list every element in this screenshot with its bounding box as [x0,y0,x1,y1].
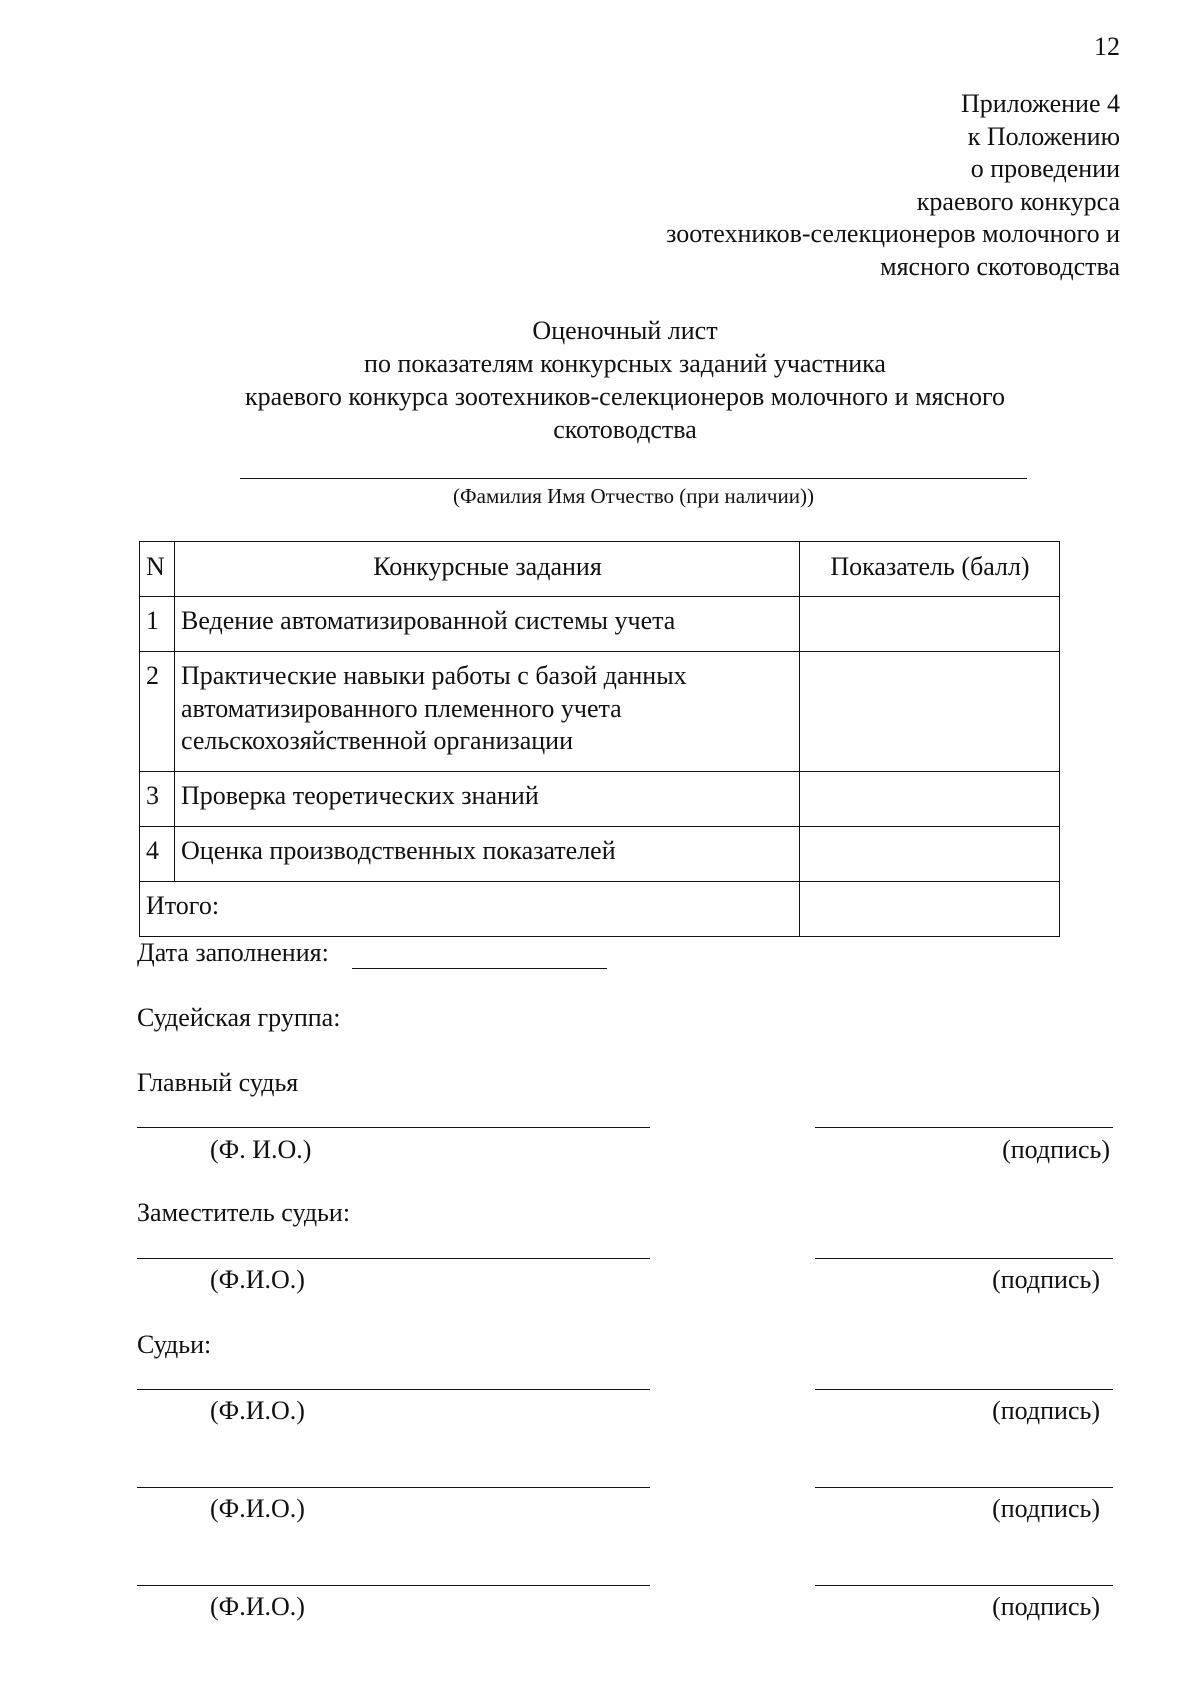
judge3-sign-line[interactable] [815,1585,1113,1586]
document-title [150,314,1100,446]
appendix-line: к Положению [967,121,1120,151]
judge1-fio-caption: (Ф.И.О.) [210,1396,305,1425]
title-line: Оценочный лист [532,316,718,345]
appendix-header [520,88,1120,283]
judge2-fio-caption: (Ф.И.О.) [210,1494,305,1523]
deputy-judge-sign-line[interactable] [815,1258,1113,1259]
row-score-cell[interactable] [800,772,1060,827]
deputy-judge-label: Заместитель судьи: [137,1198,351,1227]
appendix-line: мясного скотоводства [880,251,1120,281]
chief-judge-sign-caption: (подпись) [1002,1135,1110,1164]
row-number: 3 [140,772,175,827]
table-header-row [140,542,1060,597]
row-task: Оценка производственных показателей [175,827,800,882]
header-task: Конкурсные задания [175,542,800,597]
deputy-judge-sign-caption: (подпись) [992,1265,1100,1294]
judge1-sign-caption: (подпись) [992,1396,1100,1425]
row-task: Ведение автоматизированной системы учета [175,597,800,652]
judge1-sign-line[interactable] [815,1389,1113,1390]
table-row [140,827,1060,882]
row-score-cell[interactable] [800,597,1060,652]
total-label: Итого: [140,882,800,937]
table-row [140,597,1060,652]
table-row [140,652,1060,772]
row-task: Практические навыки работы с базой данных автоматизированного племенного учета сельскохозяйственной организации [175,652,800,772]
page-number: 12 [1094,32,1120,61]
row-number: 2 [140,652,175,772]
title-line: краевого конкурса зоотехников-селекционеров молочного и мясного [245,382,1005,411]
judge1-fio-line[interactable] [137,1389,650,1390]
total-score-cell[interactable] [800,882,1060,937]
fill-date-line[interactable] [352,968,607,969]
row-score-cell[interactable] [800,652,1060,772]
row-number: 4 [140,827,175,882]
chief-judge-fio-caption: (Ф. И.О.) [210,1135,312,1164]
table-row [140,772,1060,827]
row-number: 1 [140,597,175,652]
appendix-line: о проведении [970,154,1120,183]
appendix-line: Приложение 4 [960,89,1120,118]
judge2-sign-line[interactable] [815,1487,1113,1488]
chief-judge-fio-line[interactable] [137,1127,650,1128]
header-n: N [140,542,175,597]
judge2-sign-caption: (подпись) [992,1494,1100,1523]
table-total-row [140,882,1060,937]
judging-group-label: Судейская группа: [137,1003,341,1032]
participant-name-caption: (Фамилия Имя Отчество (при наличии)) [453,484,814,508]
title-line: скотоводства [553,415,697,444]
chief-judge-sign-line[interactable] [815,1127,1113,1128]
header-score: Показатель (балл) [800,542,1060,597]
title-line: по показателям конкурсных заданий участника [364,349,886,378]
fill-date-label: Дата заполнения: [137,938,329,967]
chief-judge-label: Главный судья [137,1068,299,1097]
row-score-cell[interactable] [800,827,1060,882]
appendix-line: краевого конкурса [916,186,1120,216]
appendix-line: зоотехников-селекционеров молочного и [666,219,1120,248]
judge3-fio-caption: (Ф.И.О.) [210,1592,305,1621]
participant-name-line[interactable] [240,478,1027,479]
deputy-judge-fio-caption: (Ф.И.О.) [210,1265,305,1294]
judges-label: Судьи: [137,1330,212,1359]
deputy-judge-fio-line[interactable] [137,1258,650,1259]
tasks-table [139,541,1060,937]
judge2-fio-line[interactable] [137,1487,650,1488]
judge3-sign-caption: (подпись) [992,1592,1100,1621]
judge3-fio-line[interactable] [137,1585,650,1586]
row-task: Проверка теоретических знаний [175,772,800,827]
